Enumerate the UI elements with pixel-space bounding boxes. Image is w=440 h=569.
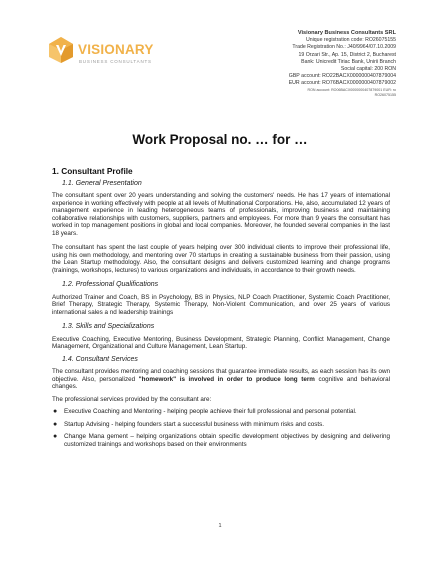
paragraph: Authorized Trainer and Coach, BS in Psychology, BS in Physics, NLP Coach Practitioner, Systemic Coach Practitioner, Brief Therapy, Strategic Therapy, Systemic Therapy, Non-Violent Communication, and over 25 years of various international sales a nd leadership trainings [52, 293, 390, 316]
bullet-icon: ● [53, 433, 58, 440]
text-run: The consultant provides mentoring and coaching sessions that guarantee immediate results, as each session has its own objective. Also, personalized [52, 368, 390, 383]
list-item-text: Startup Advising - helping founders start a successful business with minimum risks and costs. [64, 420, 325, 428]
list-item [52, 433, 390, 448]
document-body [52, 168, 390, 453]
list-item [52, 408, 390, 416]
company-line: Social capital: 200 RON [340, 66, 396, 73]
paragraph: The professional services provided by the consultant are: [52, 395, 212, 403]
company-name: Visionary Business Consultants SRL [297, 30, 396, 36]
subsection-heading: 1.2. Professional Qualifications [62, 281, 159, 288]
page-number: 1 [218, 523, 222, 529]
text-run-bold: "homework" is involved in order to produce long term [138, 375, 315, 383]
logo-wordmark: VISIONARY [78, 42, 154, 57]
list-item-text: Change Mana gement – helping organizations obtain specific development objectives by designing and delivering customized trainings and workshops based on their environments [64, 433, 390, 448]
paragraph: The consultant has spent the last couple of years helping over 300 individual clients to improve their professional life, using his own methodology, and mentoring over 70 startups in creating a sustainable business from their passion, using the Lean Startup methodology. Also, the consultant designs and delivers customized learning and change programs (trainings, workshops, lectures) to various organizations and individuals, in accordance to their growth needs. [52, 244, 390, 274]
company-line: RO26075155 [374, 92, 396, 97]
bullet-icon: ● [53, 420, 58, 428]
subsection-heading: 1.1. General Presentation [62, 179, 142, 187]
logo-tagline: BUSINESS CONSULTANTS [79, 59, 152, 64]
logo-mark-icon [48, 36, 74, 64]
paragraph [52, 368, 390, 391]
company-line: 19 Orzari Str., Ap. 15, District 2, Bucharest [298, 51, 396, 58]
bullet-icon: ● [53, 408, 58, 415]
company-line: EUR account: RO76BACX0000000407879002 [288, 80, 396, 87]
company-line: GBP account: RO22BACX0000000407879004 [288, 73, 396, 80]
list-item-text: Executive Coaching and Mentoring - helping people achieve their full professional and personal potential. [64, 408, 357, 415]
company-line: Trade Registration No.: J40/9964/07.10.2009 [292, 44, 396, 51]
company-line: Bank: Unicredit Tiriac Bank, Unirii Branch [301, 58, 396, 65]
paragraph: The consultant spent over 20 years understanding and solving the customers' needs. He has 17 years of international experience in working effectively with people at all levels of Multinational Corporations. He, also, accumulated 12 years of management experience in leading heterogeneous teams of professionals, improving business and maintaining collaborative relationships with customers, suppliers, partners and employees. For more than 9 years the consultant has worked in top management positions in global and local companies. Moreover, he founded several companies in the last 18 years. [52, 192, 390, 237]
subsection-heading: 1.3. Skills and Specializations [62, 323, 155, 330]
paragraph: Executive Coaching, Executive Mentoring, Business Development, Strategic Planning, Conflict Management, Change Management, Organizational and Culture Management, Lean Startup. [52, 335, 390, 350]
list-item [52, 421, 390, 429]
page-title: Work Proposal no. … for … [132, 132, 308, 147]
company-line: Unique registration code: RO26075155 [306, 37, 396, 44]
services-list [52, 408, 390, 448]
company-details [226, 30, 396, 98]
company-line: RON account: RO06BACX0000000407879001 EUR: ro [307, 87, 396, 92]
subsection-heading: 1.4. Consultant Services [62, 355, 138, 363]
text-run: cognitive and behavioral changes. [52, 375, 390, 390]
company-logo [48, 36, 168, 76]
section-heading: 1. Consultant Profile [52, 166, 133, 176]
